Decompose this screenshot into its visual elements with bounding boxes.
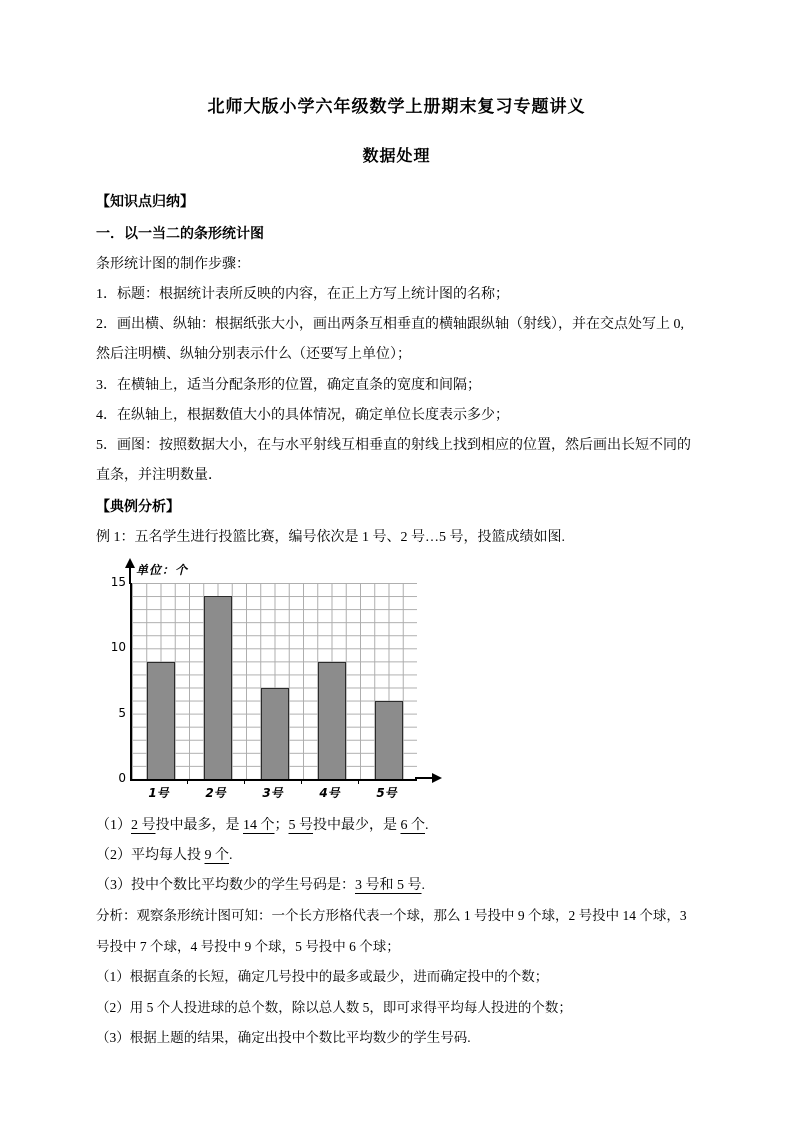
answer-text: .: [229, 848, 233, 864]
answer-2: [96, 841, 697, 871]
x-axis-tick: [244, 779, 245, 784]
bar-3号: [261, 688, 289, 779]
y-tick-label: 15: [110, 575, 126, 590]
answer-1: [96, 811, 697, 841]
x-tick-label: 5号: [376, 786, 397, 801]
y-tick-label: 10: [110, 640, 126, 655]
bar-chart: [100, 561, 445, 807]
answer-text: 投中最多，是: [155, 818, 243, 834]
answer-text: （3）投中个数比平均数少的学生号码是：: [96, 878, 355, 894]
chart-unit-label: 单位：个: [136, 563, 189, 578]
bar-2号: [204, 596, 232, 779]
answer-3: [96, 871, 697, 901]
analysis-point-1: （1）根据直条的长短，确定几号投中的最多或最少，进而确定投中的个数；: [96, 969, 549, 985]
answer-text: .: [421, 878, 425, 894]
answer-underlined-value: 3 号和 5 号: [355, 878, 422, 894]
x-axis-line: [415, 777, 433, 779]
analysis-point-3: （3）根据上题的结果，确定出投中个数比平均数少的学生号码.: [96, 1029, 471, 1045]
analysis-intro: 分析：观察条形统计图可知：一个长方形格代表一个球，那么 1 号投中 9 个球，2 号投中 14 个球，3 号投中 7 个球，4 号投中 9 个球，5 号投中 6 个球；: [96, 908, 687, 954]
x-tick-label: 2号: [205, 786, 226, 801]
answer-text: .: [425, 818, 429, 834]
doc-title: 北师大版小学六年级数学上册期末复习专题讲义: [207, 97, 586, 116]
step-5: 5．画图：按照数据大小，在与水平射线互相垂直的射线上找到相应的位置，然后画出长短不同的直条，并注明数量．: [96, 437, 691, 483]
step-4: 4．在纵轴上，根据数值大小的具体情况，确定单位长度表示多少；: [96, 407, 509, 423]
answer-text: 投中最少，是: [313, 818, 401, 834]
x-axis-tick: [358, 779, 359, 784]
x-tick-label: 1号: [148, 786, 169, 801]
chart-plot-area: [130, 583, 417, 781]
step-2: 2．画出横、纵轴：根据纸张大小，画出两条互相垂直的横轴跟纵轴（射线），并在交点处写上 0,然后注明横、纵轴分别表示什么（还要写上单位）；: [96, 317, 684, 363]
answer-underlined-value: 2 号: [131, 818, 156, 834]
y-tick-label: 0: [118, 771, 126, 786]
answer-underlined-value: 6 个: [400, 818, 425, 834]
example-header: 【典例分析】: [96, 499, 180, 515]
example-1-text: 例 1：五名学生进行投篮比赛，编号依次是 1 号、2 号…5 号，投篮成绩如图.: [96, 530, 565, 546]
knowledge-header: 【知识点归纳】: [96, 195, 194, 210]
step-1: 1．标题：根据统计表所反映的内容，在正上方写上统计图的名称；: [96, 287, 509, 303]
bar-1号: [147, 662, 175, 780]
analysis-point-2: （2）用 5 个人投进球的总个数，除以总人数 5，即可求得平均每人投进的个数；: [96, 999, 572, 1015]
answer-underlined-value: 5 号: [288, 818, 313, 834]
y-tick-label: 5: [118, 705, 126, 720]
x-axis-tick: [187, 779, 188, 784]
y-axis-line: [129, 567, 131, 584]
x-axis-tick: [301, 779, 302, 784]
topic-heading: 一．以一当二的条形统计图: [96, 227, 264, 243]
doc-subtitle: 数据处理: [362, 148, 431, 165]
answer-text: （2）平均每人投: [96, 848, 205, 864]
x-axis-arrow-icon: [432, 773, 442, 783]
answer-underlined-value: 14 个: [243, 818, 275, 834]
steps-intro: 条形统计图的制作步骤：: [96, 257, 250, 273]
bar-4号: [318, 662, 346, 780]
x-tick-label: 4号: [319, 786, 340, 801]
bar-5号: [375, 701, 403, 779]
x-tick-label: 3号: [262, 786, 283, 801]
step-3: 3．在横轴上，适当分配条形的位置，确定直条的宽度和间隔；: [96, 377, 481, 393]
answer-underlined-value: 9 个: [204, 848, 229, 864]
answer-text: （1）: [96, 818, 131, 834]
answer-text: ；: [274, 818, 289, 834]
